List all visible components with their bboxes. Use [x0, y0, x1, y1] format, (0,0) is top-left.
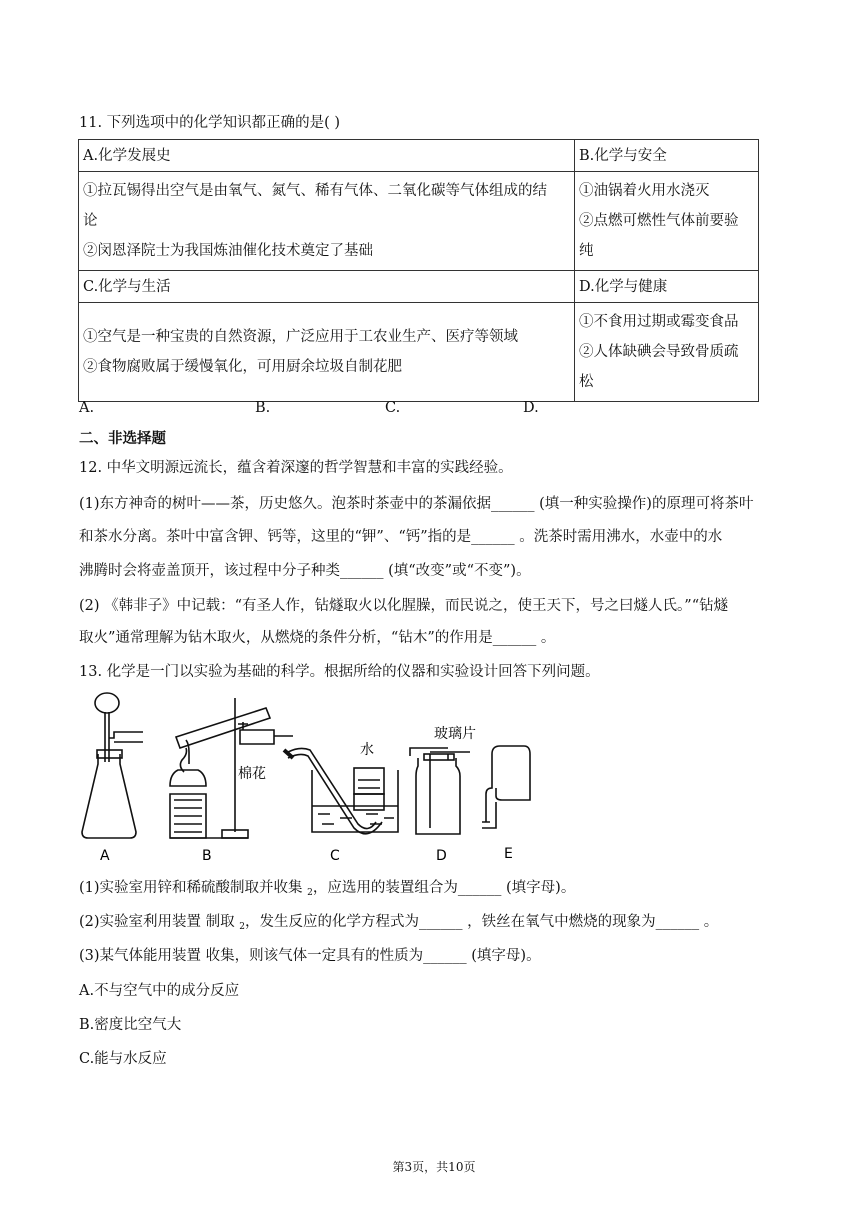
- q11-a-line-2: 论: [83, 213, 98, 229]
- apparatus-figure: [78, 692, 538, 864]
- figure-label-b: B: [202, 848, 212, 864]
- apparatus-drawing: [78, 692, 538, 864]
- figure-label-c: C: [330, 848, 340, 864]
- apparatus-d: [410, 748, 470, 834]
- q11-b-body: [575, 172, 759, 271]
- apparatus-a: [82, 693, 143, 838]
- q11-option-d[interactable]: D.: [523, 400, 539, 416]
- q11-options: [79, 400, 679, 420]
- q11-table: [78, 139, 759, 402]
- q11-d-line-2: ②人体缺碘会导致骨质疏: [579, 344, 739, 360]
- q11-b-head: B.化学与安全: [575, 140, 759, 172]
- q11-b-line-2: ②点燃可燃性气体前要验: [579, 213, 739, 229]
- q12-p1-line-2: 和茶水分离。茶叶中富含钾、钙等，这里的“钾”、“钙”指的是______ 。洗茶时需用沸水，水壶中的水: [79, 529, 723, 545]
- q11-b-line-3: 纯: [579, 243, 594, 259]
- apparatus-e: [482, 746, 530, 828]
- q11-a-head: A.化学发展史: [79, 140, 575, 172]
- q13-sub-2-subscript: 2: [239, 922, 245, 932]
- q12-p2-line-2: 取火”通常理解为钻木取火，从燃烧的条件分析，“钻木”的作用是______ 。: [79, 630, 556, 646]
- q13-option-c[interactable]: C.能与水反应: [79, 1051, 167, 1067]
- q11-c-line-1: ①空气是一种宝贵的自然资源，广泛应用于工农业生产、医疗等领域: [83, 329, 518, 345]
- q11-a-body: [79, 172, 575, 271]
- q13-sub-1: [79, 878, 575, 903]
- q11-d-body: [575, 303, 759, 402]
- q12-p1-line-3: 沸腾时会将壶盖顶开，该过程中分子种类______ (填“改变”或“不变”)。: [79, 563, 531, 579]
- q11-b-line-1: ①油锅着火用水浇灭: [579, 183, 710, 199]
- q11-d-line-3: 松: [579, 374, 594, 390]
- figure-label-a: A: [100, 848, 110, 864]
- q13-sub-2-b: ，发生反应的化学方程式为______ ，铁丝在氧气中燃烧的现象为______ 。: [245, 914, 719, 930]
- figure-glass-label: 玻璃片: [434, 726, 476, 742]
- apparatus-b: [170, 698, 293, 838]
- q12-stem: 12. 中华文明源远流长，蕴含着深邃的哲学智慧和丰富的实践经验。: [79, 460, 513, 476]
- page-footer: 第3页，共10页: [392, 1160, 476, 1174]
- q12-p1-line-1: (1)东方神奇的树叶——茶，历史悠久。泡茶时茶壶中的茶漏依据______ (填一种实验操作)的原理可将茶叶: [79, 496, 754, 512]
- q13-stem: 13. 化学是一门以实验为基础的科学。根据所给的仪器和实验设计回答下列问题。: [79, 664, 600, 680]
- q13-sub-2-a: (2)实验室利用装置 制取: [79, 914, 240, 930]
- q11-d-line-1: ①不食用过期或霉变食品: [579, 314, 739, 330]
- q13-sub-3: (3)某气体能用装置 收集，则该气体一定具有的性质为______ (填字母)。: [79, 948, 541, 964]
- q11-option-a[interactable]: A.: [79, 400, 95, 416]
- figure-water-label: 水: [360, 742, 374, 758]
- q13-option-b[interactable]: B.密度比空气大: [79, 1017, 182, 1033]
- q12-p2-line-1: (2) 《韩非子》中记载：“有圣人作，钻燧取火以化腥臊，而民说之，使王天下，号之曰燧人氏。”“钻燧: [79, 598, 729, 614]
- q11-a-line-3: ②闵恩泽院士为我国炼油催化技术奠定了基础: [83, 243, 373, 259]
- q13-option-a[interactable]: A.不与空气中的成分反应: [79, 983, 240, 999]
- figure-label-d: D: [436, 848, 447, 864]
- figure-cotton-label: 棉花: [238, 766, 266, 782]
- q11-c-line-2: ②食物腐败属于缓慢氧化，可用厨余垃圾自制花肥: [83, 359, 402, 375]
- q11-option-b[interactable]: B.: [255, 400, 271, 416]
- q11-c-head: C.化学与生活: [79, 271, 575, 303]
- q11-stem: 11. 下列选项中的化学知识都正确的是( ): [79, 115, 341, 131]
- q11-a-line-1: ①拉瓦锡得出空气是由氧气、氮气、稀有气体、二氧化碳等气体组成的结: [83, 183, 547, 199]
- q13-sub-1-b: ，应选用的装置组合为______ (填字母)。: [312, 880, 576, 896]
- q11-option-c[interactable]: C.: [385, 400, 401, 416]
- q13-sub-1-a: (1)实验室用锌和稀硫酸制取并收集: [79, 880, 308, 896]
- q13-sub-2: [79, 912, 718, 937]
- q13-sub-1-subscript: 2: [307, 888, 313, 898]
- apparatus-c: [284, 748, 398, 833]
- figure-label-e: E: [504, 846, 513, 862]
- q11-c-body: [79, 303, 575, 402]
- section-title: 二、非选择题: [79, 430, 166, 447]
- q11-d-head: D.化学与健康: [575, 271, 759, 303]
